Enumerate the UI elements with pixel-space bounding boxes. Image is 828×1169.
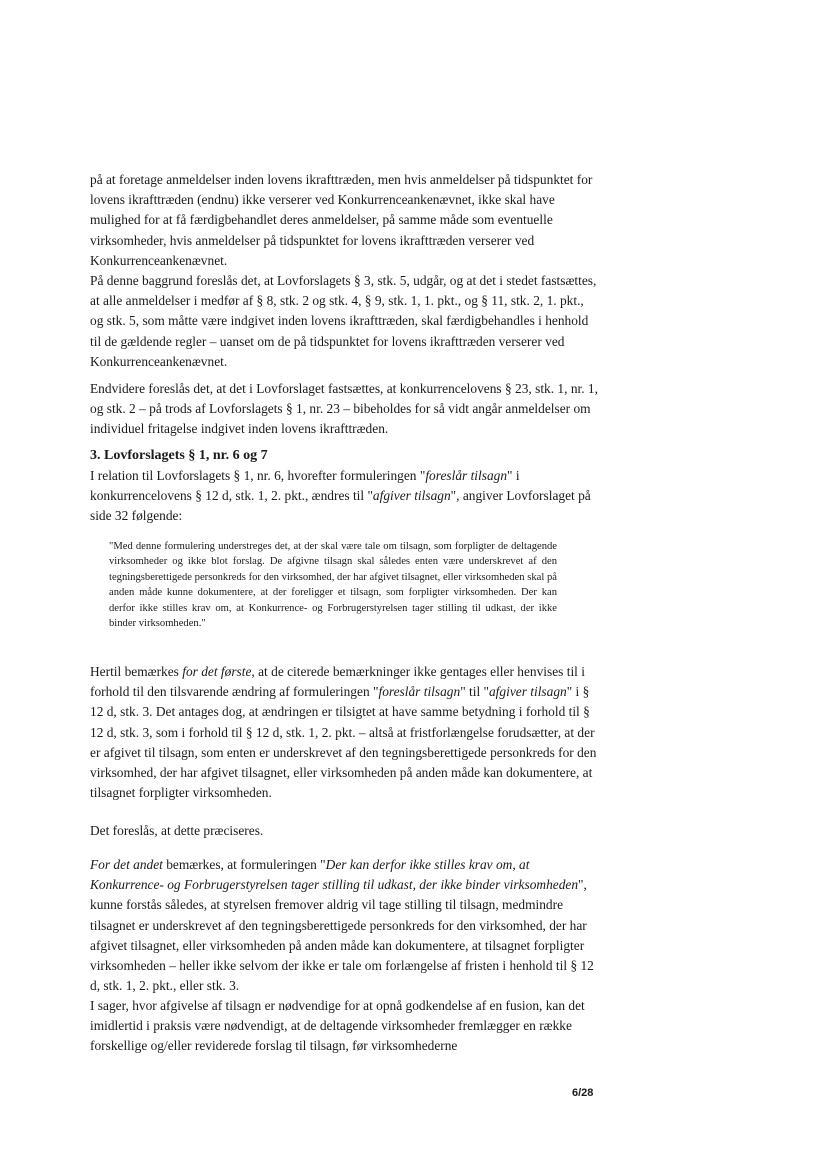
block-quote: "Med denne formulering understreges det, at der skal være tale om tilsagn, som forpligter de deltagende virksomheder og ikke blot forslag. De afgivne tilsagn skal således enten være underskrevet af den tegningsberettigede personkreds for den virksomhed, der har afgivet tilsagnet, eller virksomheden skal på anden måde kunne dokumentere, at der foreligger et tilsagn, som forpligter virksomheden. Der kan derfor ikke stilles krav om, at Konkurrence- og Forbrugerstyrelsen tager stilling til udkast, der ikke binder virksomheden." xyxy=(109,541,557,630)
paragraph-registrations: på at foretage anmeldelser inden lovens ikrafttræden, men hvis anmeldelser på tidspunktet for lovens ikrafttræden (endnu) ikke verserer ved Konkurrenceankenævnet, ikke skal have mulighed for at få færdigbehandlet deres anmeldelser, på samme måde som eventuelle virksomheder, hvis anmeldelser på tidspunktet for lovens ikrafttræden verserer ved Konkurrenceankenævnet. xyxy=(90,172,593,268)
section-heading: 3. Lovforslagets § 1, nr. 6 og 7 xyxy=(90,448,268,463)
paragraph-furthermore: Endvidere foreslås det, at det i Lovforslaget fastsættes, at konkurrencelovens § 23, stk. 1, nr. 1, og stk. 2 – på trods af Lovforslagets § 1, nr. 23 – bibeholdes for så vidt angår anmeldelser om individuel fritagelse indgivet inden lovens ikrafttræden. xyxy=(90,381,598,437)
paragraph-secondly: For det andet bemærkes, at formuleringen "Der kan derfor ikke stilles krav om, at Konkurrence- og Forbrugerstyrelsen tager stilling til udkast, der ikke binder virksomheden", kunne forstås således, at styrelsen fremover aldrig vil tage stilling til tilsagn, medmindre tilsagnet er underskrevet af den tegningsberettigede personkreds for den virksomhed, der har afgivet tilsagnet, eller virksomheden på anden måde kan dokumentere, at tilsagnet forpligter virksomheden – heller ikke selvom der ikke er tale om forlængelse af fristen i henhold til § 12 d, stk. 1, 2. pkt., eller stk. 3. xyxy=(90,857,594,994)
paragraph-cases: I sager, hvor afgivelse af tilsagn er nødvendige for at opnå godkendelse af en fusion, kan det imidlertid i praksis være nødvendigt, at de deltagende virksomheder fremlægger en række forskellige og/eller reviderede forslag til tilsagn, før virksomhederne xyxy=(90,998,585,1054)
paragraph-clarify: Det foreslås, at dette præciseres. xyxy=(90,823,264,838)
section-intro: I relation til Lovforslagets § 1, nr. 6, hvorefter formuleringen "foreslår tilsagn" i konkurrencelovens § 12 d, stk. 1, 2. pkt., ændres til "afgiver tilsagn", angiver Lovforslaget på side 32 følgende: xyxy=(90,468,591,524)
paragraph-proposal: På denne baggrund foreslås det, at Lovforslagets § 3, stk. 5, udgår, og at det i stedet fastsættes, at alle anmeldelser i medfør af § 8, stk. 2 og stk. 4, § 9, stk. 1, 1. pkt., og § 11, stk. 2, 1. pkt., og stk. 5, som måtte være indgivet inden lovens ikrafttræden, skal færdigbehandles i henhold til de gældende regler – uanset om de på tidspunktet for lovens ikrafttræden verserer ved Konkurrenceankenævnet. xyxy=(90,273,597,369)
page-number: 6/28 xyxy=(572,1087,594,1099)
paragraph-firstly: Hertil bemærkes for det første, at de citerede bemærkninger ikke gentages eller henvises til i forhold til den tilsvarende ændring af formuleringen "foreslår tilsagn" til "afgiver tilsagn" i § 12 d, stk. 3. Det antages dog, at ændringen er tilsigtet at have samme betydning i forhold til § 12 d, stk. 3, som i forhold til § 12 d, stk. 1, 2. pkt. – altså at fristforlængelse forudsætter, at der er afgivet til tilsagn, som enten er underskrevet af den tegningsberettigede personkreds for den virksomhed, der har afgivet tilsagnet, eller virksomheden på anden måde kan dokumentere, at tilsagnet forpligter virksomheden. xyxy=(90,664,597,801)
